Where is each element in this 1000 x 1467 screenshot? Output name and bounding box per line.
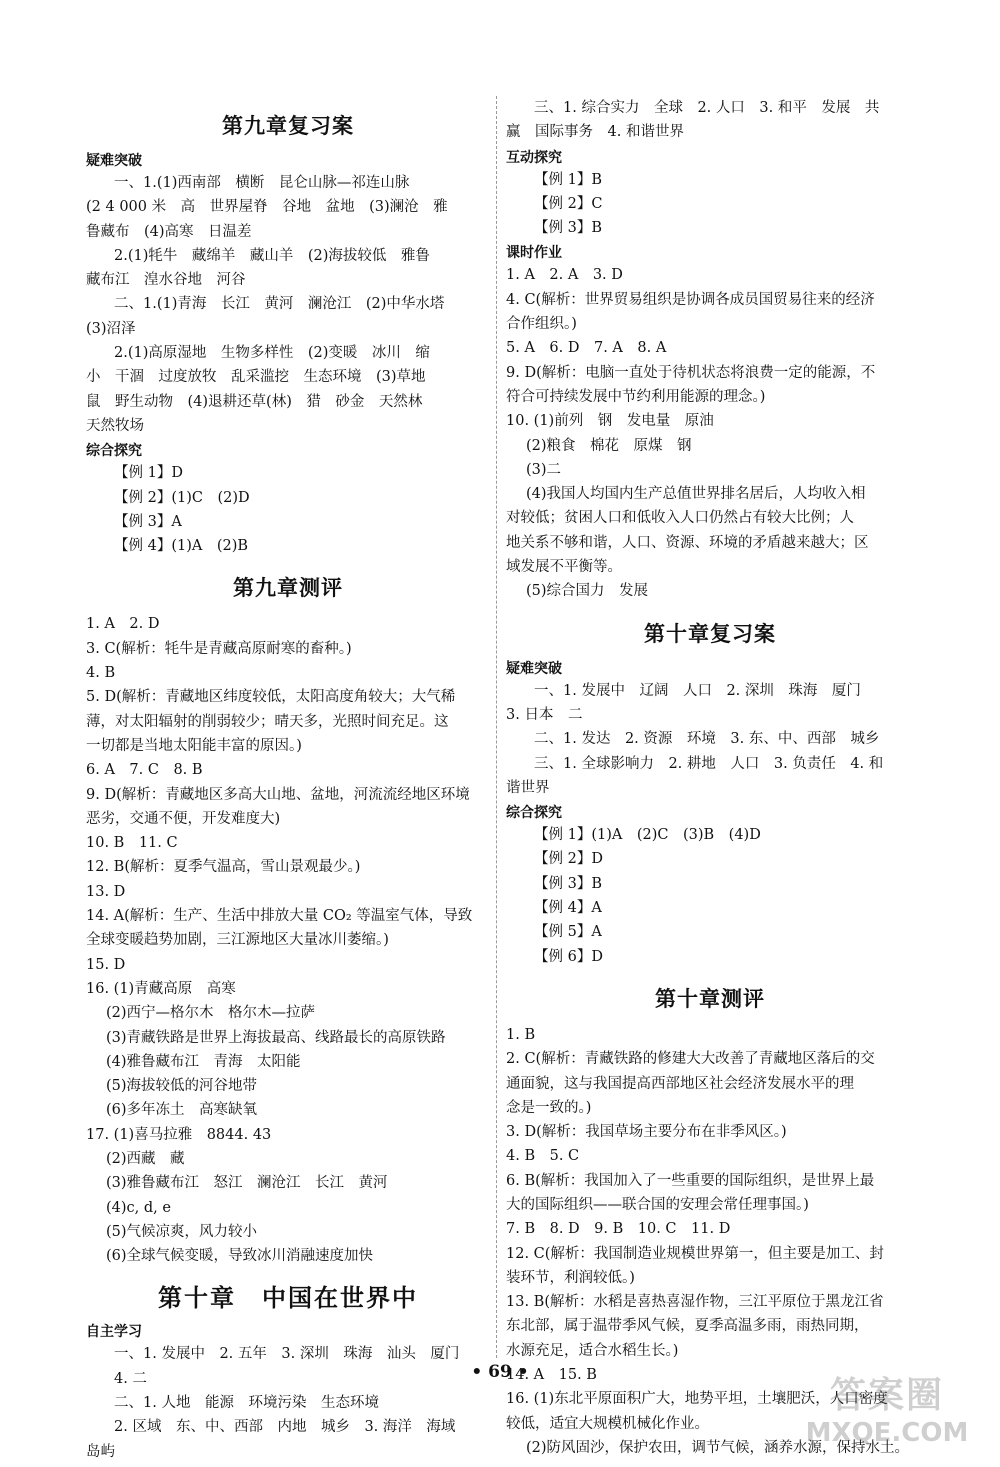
text-line: 藏布江 湟水谷地 河谷 <box>86 272 246 289</box>
answer-line: 恶劣，交通不便，开发难度大) <box>86 810 281 827</box>
text-line: 岛屿 <box>86 1443 115 1460</box>
answer-line: 4. C(解析：世界贸易组织是协调各成员国贸易往来的经济 <box>506 291 875 308</box>
answer-line: 14. A(解析：生产、生活中排放大量 CO₂ 等温室气体，导致 <box>86 908 473 925</box>
right-column <box>506 96 914 1460</box>
example-line: 【例 4】(1)A (2)B <box>114 538 249 555</box>
answer-line: (2)防风固沙，保护农田，调节气候，涵养水源，保持水土。 <box>526 1439 910 1456</box>
watermark-text-top: 答案圈 <box>829 1375 944 1416</box>
ch10-review-title: 第十章复习案 <box>644 621 776 646</box>
text-line: 天然牧场 <box>86 417 144 434</box>
answer-line: 大的国际组织——联合国的安理会常任理事国。) <box>506 1196 809 1213</box>
text-line: 二、1.(1)青海 长江 黄河 澜沧江 (2)中华水塔 <box>114 296 445 313</box>
answer-line: 10. (1)前列 钢 发电量 原油 <box>506 413 714 430</box>
answer-line: 1. A 2. D <box>86 616 160 633</box>
ch10-title: 第十章 中国在世界中 <box>158 1284 418 1313</box>
answer-line: 装环节，利润较低。) <box>506 1269 635 1286</box>
example-line: 【例 3】B <box>534 875 602 892</box>
section-zizhu: 自主学习 <box>86 1324 142 1341</box>
answer-line: 一切都是当地太阳能丰富的原因。) <box>86 737 302 754</box>
text-line: 一、1. 发展中 2. 五年 3. 深圳 珠海 汕头 厦门 <box>114 1346 460 1363</box>
answer-line: 薄，对太阳辐射的削弱较少；晴天多，光照时间充足。这 <box>86 713 449 730</box>
example-line: 【例 2】C <box>534 195 603 212</box>
answer-line: (3)青藏铁路是世界上海拔最高、线路最长的高原铁路 <box>106 1029 446 1046</box>
answer-line: 16. (1)青藏高原 高寒 <box>86 980 236 997</box>
text-line: 一、1.(1)西南部 横断 昆仑山脉—祁连山脉 <box>114 175 410 191</box>
example-line: 【例 2】D <box>534 851 603 868</box>
example-line: 【例 5】A <box>534 924 602 941</box>
text-line: 二、1. 发达 2. 资源 环境 3. 东、中、西部 城乡 <box>534 731 880 748</box>
text-line: 谐世界 <box>506 779 550 796</box>
answer-line: 3. D(解析：我国草场主要分布在非季风区。) <box>506 1124 787 1141</box>
answer-line: 13. B(解析：水稻是喜热喜湿作物，三江平原位于黑龙江省 <box>506 1294 884 1311</box>
text-line: 三、1. 全球影响力 2. 耕地 人口 3. 负责任 4. 和 <box>534 755 884 772</box>
answer-line: 地关系不够和谐，人口、资源、环境的矛盾越来越大；区 <box>506 534 869 551</box>
text-line: 2.(1)牦牛 藏绵羊 藏山羊 (2)海拔较低 雅鲁 <box>114 247 430 264</box>
text-line: 三、1. 综合实力 全球 2. 人口 3. 和平 发展 共 <box>534 100 880 116</box>
answer-line: 通面貌，这与我国提高西部地区社会经济发展水平的理 <box>506 1075 854 1092</box>
answer-line: 7. B 8. D 9. B 10. C 11. D <box>506 1221 731 1238</box>
answer-line: 合作组织。) <box>506 316 577 333</box>
example-line: 【例 1】D <box>114 465 183 482</box>
answer-line: 12. C(解析：我国制造业规模世界第一，但主要是加工、封 <box>506 1245 884 1262</box>
answer-line: 5. D(解析：青藏地区纬度较低，太阳高度角较大；大气稀 <box>86 689 456 706</box>
text-line: 鼠 野生动物 (4)退耕还草(林) 猎 砂金 天然林 <box>86 393 423 410</box>
answer-line: 对较低；贫困人口和低收入人口仍然占有较大比例；人 <box>506 510 854 527</box>
example-line: 【例 2】(1)C (2)D <box>114 489 250 506</box>
answer-line: (4)雅鲁藏布江 青海 太阳能 <box>106 1053 301 1070</box>
answer-line: 16. (1)东北平原面积广大，地势平坦，土壤肥沃，人口密度 <box>506 1391 888 1408</box>
answer-line: 域发展不平衡等。 <box>506 559 622 576</box>
section-hudong: 互动探究 <box>506 149 562 166</box>
answer-line: (2)西宁—格尔木 格尔木—拉萨 <box>106 1005 316 1022</box>
answer-line: 6. B(解析：我国加入了一些重要的国际组织，是世界上最 <box>506 1172 875 1189</box>
answer-line: 10. B 11. C <box>86 835 178 852</box>
answer-line: 12. B(解析：夏季气温高，雪山景观最少。) <box>86 859 361 876</box>
section-zonghe: 综合探究 <box>86 443 142 460</box>
section-yinan-right: 疑难突破 <box>506 660 562 677</box>
ch9-test-title: 第九章测评 <box>233 576 343 601</box>
left-column <box>86 96 490 1464</box>
answer-line: 1. B <box>506 1026 536 1043</box>
answer-line: (5)综合国力 发展 <box>526 583 649 600</box>
answer-line: 5. A 6. D 7. A 8. A <box>506 340 667 357</box>
answer-line: (5)海拔较低的河谷地带 <box>106 1078 258 1095</box>
answer-line: 14. A 15. B <box>506 1367 597 1384</box>
answer-line: 东北部，属于温带季风气候，夏季高温多雨，雨热同期， <box>506 1318 869 1335</box>
answer-line: 较低，适宜大规模机械化作业。 <box>506 1415 709 1432</box>
answer-line: (4)c, d, e <box>106 1199 171 1216</box>
answer-line: 4. B <box>86 665 116 682</box>
answer-line: (6)多年冻土 高寒缺氧 <box>106 1102 258 1119</box>
answer-line: (5)气候凉爽，风力较小 <box>106 1223 258 1240</box>
text-line: 3. 日本 二 <box>506 706 583 723</box>
example-line: 【例 1】(1)A (2)C (3)B (4)D <box>534 827 761 844</box>
example-line: 【例 3】B <box>534 220 602 237</box>
answer-line: 4. B 5. C <box>506 1148 580 1165</box>
text-line: 二、1. 人地 能源 环境污染 生态环境 <box>114 1395 379 1412</box>
column-divider <box>496 96 497 1358</box>
text-line: 赢 国际事务 4. 和谐世界 <box>506 124 684 141</box>
ch10-test-title: 第十章测评 <box>655 986 765 1011</box>
section-zonghe-right: 综合探究 <box>506 805 562 822</box>
answer-line: 2. C(解析：青藏铁路的修建大大改善了青藏地区落后的交 <box>506 1051 875 1068</box>
text-line: (3)沼泽 <box>86 320 136 337</box>
text-line: 鲁藏布 (4)高寒 日温差 <box>86 223 252 240</box>
text-line: (2 4 000 米 高 世界屋脊 谷地 盆地 (3)澜沧 雅 <box>86 199 448 216</box>
section-yinan: 疑难突破 <box>86 153 142 169</box>
answer-line: (2)粮食 棉花 原煤 钢 <box>526 437 692 454</box>
answer-line: (2)西藏 藏 <box>106 1150 185 1167</box>
text-line: 2.(1)高原湿地 生物多样性 (2)变暖 冰川 缩 <box>114 345 430 362</box>
watermark-logo <box>792 1367 982 1457</box>
answer-line: 念是一致的。) <box>506 1099 592 1116</box>
example-line: 【例 4】A <box>534 900 602 917</box>
section-keshi: 课时作业 <box>506 245 562 262</box>
answer-line: 1. A 2. A 3. D <box>506 267 623 284</box>
answer-line: 13. D <box>86 883 126 900</box>
answer-line: 3. C(解析：牦牛是青藏高原耐寒的畜种。) <box>86 640 352 657</box>
example-line: 【例 1】B <box>534 171 602 188</box>
example-line: 【例 3】A <box>114 513 182 530</box>
text-line: 一、1. 发展中 辽阔 人口 2. 深圳 珠海 厦门 <box>534 682 861 699</box>
answer-line: (3)二 <box>526 461 562 478</box>
example-line: 【例 6】D <box>534 948 603 965</box>
answer-line: 全球变暖趋势加剧，三江源地区大量冰川萎缩。) <box>86 932 389 949</box>
answer-line: (3)雅鲁藏布江 怒江 澜沧江 长江 黄河 <box>106 1175 388 1192</box>
answer-line: (4)我国人均国内生产总值世界排名居后，人均收入相 <box>526 486 866 503</box>
answer-line: 15. D <box>86 956 126 973</box>
ch9-review-title: 第九章复习案 <box>222 114 354 138</box>
answer-line: 符合可持续发展中节约利用能源的理念。) <box>506 388 766 405</box>
answer-line: 9. D(解析：青藏地区多高大山地、盆地，河流流经地区环境 <box>86 786 470 803</box>
answer-line: 9. D(解析：电脑一直处于待机状态将浪费一定的能源，不 <box>506 364 876 381</box>
answer-line: 水源充足，适合水稻生长。) <box>506 1342 679 1359</box>
answer-line: (6)全球气候变暖，导致冰川消融速度加快 <box>106 1248 374 1265</box>
text-line: 2. 区域 东、中、西部 内地 城乡 3. 海洋 海域 <box>114 1419 456 1436</box>
text-line: 小 干涸 过度放牧 乱采滥挖 生态环境 (3)草地 <box>86 369 426 386</box>
page-number: • 69 • <box>471 1362 529 1382</box>
watermark-text-bottom: MXQE.COM <box>805 1418 969 1448</box>
text-line: 4. 二 <box>114 1370 147 1387</box>
answer-line: 6. A 7. C 8. B <box>86 762 203 779</box>
answer-line: 17. (1)喜马拉雅 8844. 43 <box>86 1126 272 1143</box>
